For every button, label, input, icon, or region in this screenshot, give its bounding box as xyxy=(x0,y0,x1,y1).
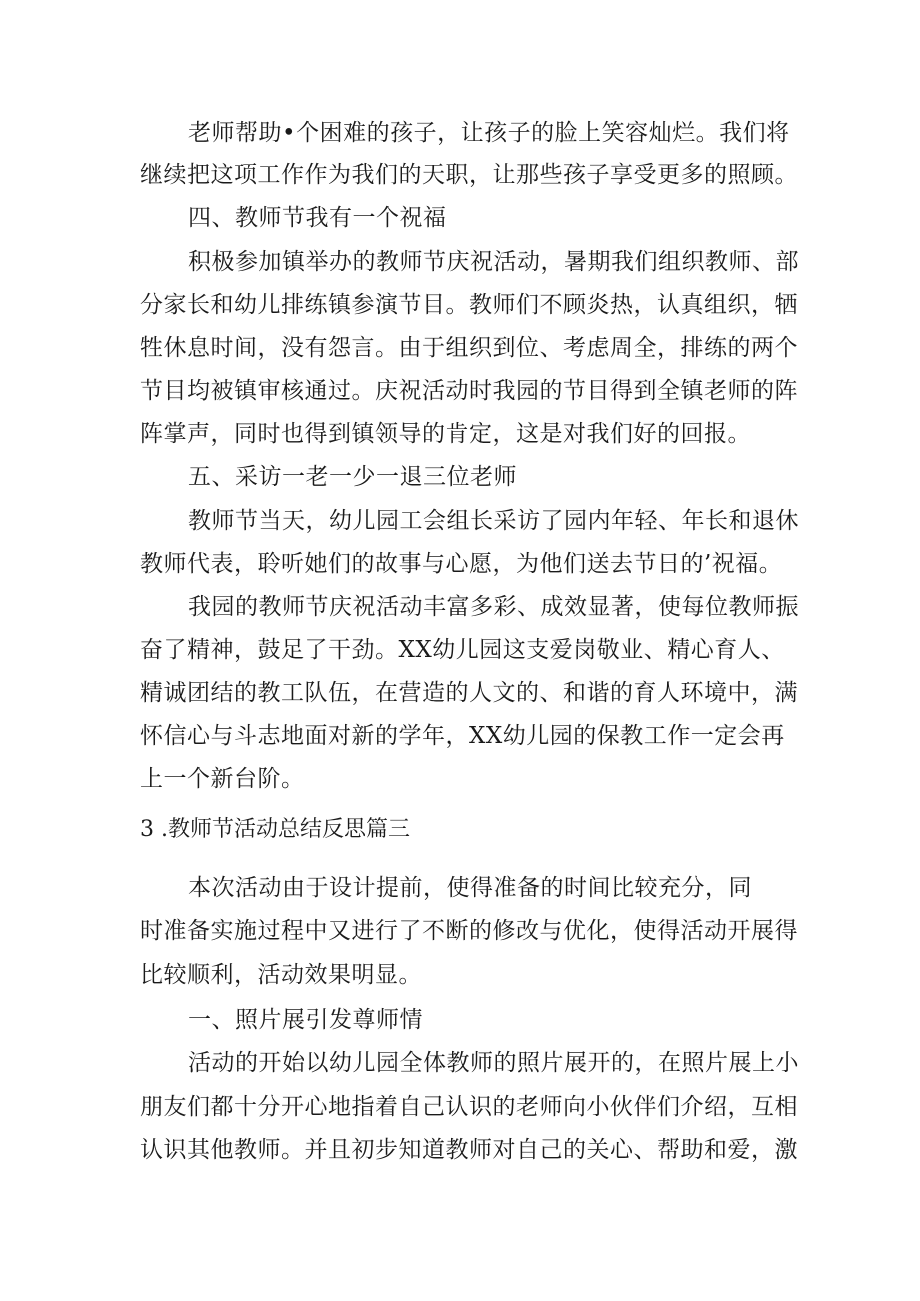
subheading: 五、采访一老一少一退三位老师 xyxy=(188,464,517,490)
paragraph-line: 继续把这项工作作为我们的天职，让那些孩子享受更多的照顾。 xyxy=(140,162,798,188)
paragraph-line: 教师节当天，幼儿园工会组长采访了园内年轻、年长和退休 xyxy=(188,508,799,534)
subheading: 四、教师节我有一个祝福 xyxy=(188,205,447,231)
paragraph-line: 阵掌声，同时也得到镇领导的肯定，这是对我们好的回报。 xyxy=(140,421,751,447)
paragraph-line: 牲休息时间，没有怨言。由于组织到位、考虑周全，排练的两个 xyxy=(140,335,798,361)
section-heading: 3 .教师节活动总结反思篇三 xyxy=(140,817,410,842)
paragraph-line: 比较顺利，活动效果明显。 xyxy=(140,962,422,988)
paragraph-line: 怀信心与斗志地面对新的学年，XX幼儿园的保教工作一定会再 xyxy=(140,723,785,749)
paragraph-line: 我园的教师节庆祝活动丰富多彩、成效显著，使每位教师振 xyxy=(188,594,799,620)
subheading: 一、照片展引发尊师情 xyxy=(188,1007,423,1033)
paragraph-line: 精诚团结的教工队伍，在营造的人文的、和谐的育人环境中，满 xyxy=(140,680,798,706)
paragraph-line: 时准备实施过程中又进行了不断的修改与优化，使得活动开展得 xyxy=(140,918,798,944)
paragraph-line: 朋友们都十分开心地指着自己认识的老师向小伙伴们介绍，互相 xyxy=(140,1094,798,1120)
paragraph-line: 认识其他教师。并且初步知道教师对自己的关心、帮助和爱，激 xyxy=(140,1137,798,1163)
paragraph-line: 奋了精神，鼓足了干劲。XX幼儿园这支爱岗敬业、精心育人、 xyxy=(140,637,785,663)
paragraph-line: 分家长和幼儿排练镇参演节目。教师们不顾炎热，认真组织，牺 xyxy=(140,292,798,318)
paragraph-line: 节目均被镇审核通过。庆祝活动时我园的节目得到全镇老师的阵 xyxy=(140,378,798,404)
paragraph-line: 积极参加镇举办的教师节庆祝活动，暑期我们组织教师、部 xyxy=(188,249,799,275)
paragraph-line: 上一个新台阶。 xyxy=(140,766,305,792)
paragraph-line: 本次活动由于设计提前，使得准备的时间比较充分，同 xyxy=(188,875,752,901)
paragraph-line: 老师帮助•个困难的孩子，让孩子的脸上笑容灿烂。我们将 xyxy=(188,120,790,146)
paragraph-line: 教师代表，聆听她们的故事与心愿，为他们送去节日的’祝福。 xyxy=(140,551,783,577)
paragraph-line: 活动的开始以幼儿园全体教师的照片展开的，在照片展上小 xyxy=(188,1050,799,1076)
